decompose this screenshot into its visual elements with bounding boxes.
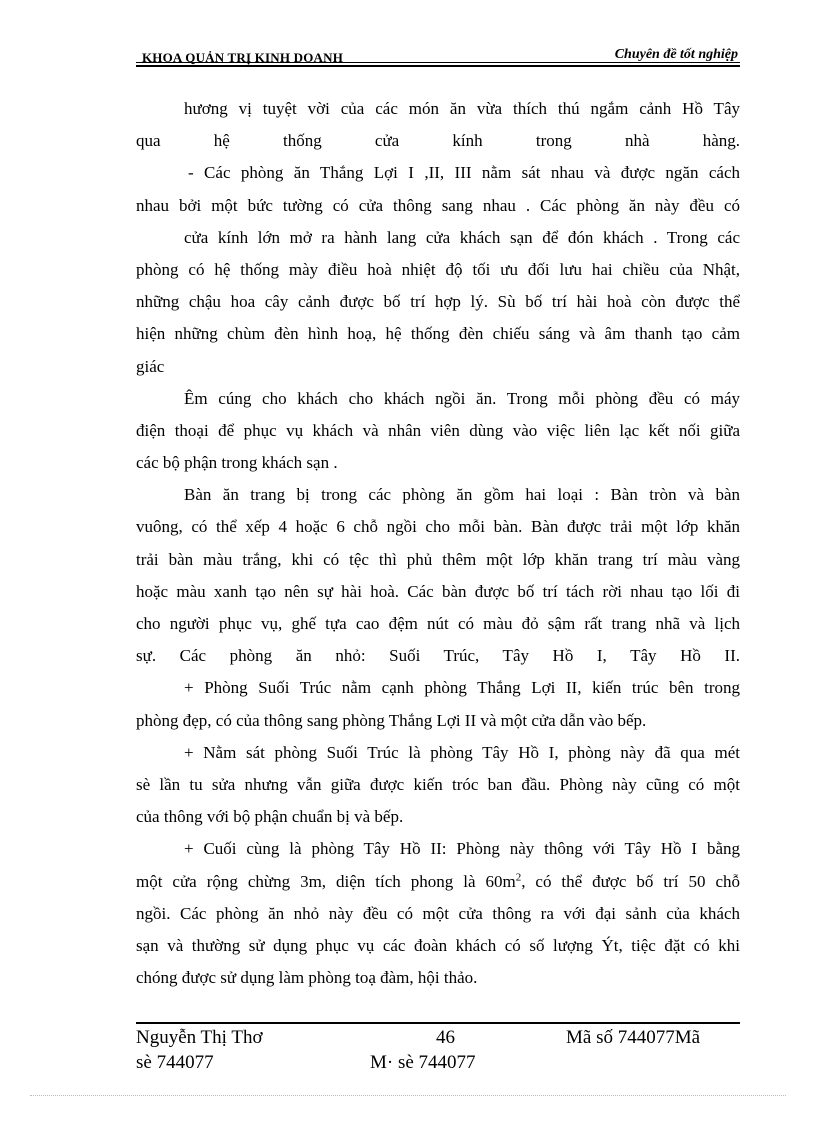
header-faculty: KHOA QUẢN TRỊ KINH DOANH xyxy=(142,50,344,65)
area-text-before: một cửa rộng chừng 3m, diện tích phong là 60m xyxy=(136,871,516,891)
text-line: cho người phục vụ, ghế tựa cao đệm nút có màu đỏ sậm rất trang nhã và lịch xyxy=(136,614,740,633)
footer-page xyxy=(370,1025,476,1075)
text-line: phòng đẹp, có của thông sang phòng Thắng Lợi II và một cửa dẫn vào bếp. xyxy=(136,710,647,730)
text-line: Êm cúng cho khách cho khách ngồi ăn. Trong mỗi phòng đều có máy xyxy=(184,388,740,408)
text-line: những chậu hoa cây cảnh được bố trí hợp lý. Sù bố trí hài hoà còn được thể xyxy=(136,292,740,312)
page-footer xyxy=(136,1025,740,1075)
page-number: 46 xyxy=(436,1027,455,1048)
text-line: + Phòng Suối Trúc nằm cạnh phòng Thắng Lợi II, kiến trúc bên trong xyxy=(184,678,740,698)
text-line: chóng được sử dụng làm phòng toạ đàm, hội thảo. xyxy=(136,968,478,988)
text-line: - Các phòng ăn Thắng Lợi I ,II, III nằm sát nhau và được ngăn cách xyxy=(188,163,740,183)
footer-rule xyxy=(136,1022,740,1024)
footer-author xyxy=(136,1025,263,1075)
text-line: + Nằm sát phòng Suối Trúc là phòng Tây Hồ I, phòng này đã qua mét xyxy=(184,742,740,762)
footer-author-name: Nguyễn Thị Thơ xyxy=(136,1027,263,1048)
page-bottom-dotted-line xyxy=(30,1095,786,1096)
text-line: nhau bởi một bức tường có cửa thông sang nhau . Các phòng ăn này đều có xyxy=(136,195,740,215)
footer-author-id: sè 744077 xyxy=(136,1052,214,1073)
page-header xyxy=(136,44,740,70)
header-rule xyxy=(136,62,740,63)
text-line: trải bàn màu trắng, khi có tệc thì phủ thêm một lớp khăn trang trí màu vàng xyxy=(136,549,740,569)
area-text-after: , có thể được bố trí 50 chỗ xyxy=(521,871,740,891)
text-line: giác xyxy=(136,356,165,376)
text-line: vuông, có thể xếp 4 hoặc 6 chỗ ngồi cho mỗi bàn. Bàn được trải một lớp khăn xyxy=(136,517,740,537)
text-line: + Cuối cùng là phòng Tây Hồ II: Phòng này thông với Tây Hồ I bằng xyxy=(184,839,740,859)
text-line: của thông với bộ phận chuẩn bị và bếp. xyxy=(136,807,404,827)
text-line: hoặc màu xanh tạo nên sự hài hoà. Các bàn được bố trí tách rời nhau tạo lối đi xyxy=(136,581,740,601)
text-line: điện thoại để phục vụ khách và nhân viên dùng vào việc liên lạc kết nối giữa xyxy=(136,420,740,440)
text-line: sạn và thường sử dụng phục vụ các đoàn khách có số lượng Ýt, tiệc đặt có khi xyxy=(136,935,740,955)
text-line: qua hệ thống cửa kính trong nhà hàng. xyxy=(136,131,740,151)
header-doc-type: Chuyên đề tốt nghiệp xyxy=(614,47,738,62)
text-line: cửa kính lớn mở ra hành lang cửa khách sạn để đón khách . Trong các xyxy=(184,227,740,247)
text-line-area xyxy=(136,866,740,898)
text-line: hương vị tuyệt vời của các món ăn vừa thích thú ngắm cảnh Hồ Tây xyxy=(184,99,740,118)
body-text xyxy=(136,93,740,994)
area-superscript: 2 xyxy=(515,870,522,883)
text-line: sự. Các phòng ăn nhỏ: Suối Trúc, Tây Hồ I, Tây Hồ II. xyxy=(136,646,740,666)
text-line: các bộ phận trong khách sạn . xyxy=(136,453,338,473)
text-line: Bàn ăn trang bị trong các phòng ăn gồm hai loại : Bàn tròn và bàn xyxy=(184,485,740,505)
footer-code: M· sè 744077 xyxy=(370,1052,476,1073)
header-rule-thick xyxy=(136,65,740,67)
text-line: ngồi. Các phòng ăn nhỏ này đều có một cửa thông ra với đại sảnh của khách xyxy=(136,903,740,923)
text-line: phòng có hệ thống mày điều hoà nhiệt độ tối ưu đối lưu hai chiều của Nhật, xyxy=(136,259,740,279)
footer-student-code: Mã số 744077Mã xyxy=(566,1027,701,1048)
text-line: sè lần tu sửa nhưng vẫn giữa được kiến tróc ban đầu. Phòng này cũng có một xyxy=(136,774,740,794)
text-line: hiện những chùm đèn hình hoạ, hệ thống đèn chiếu sáng và âm thanh tạo cảm xyxy=(136,324,740,344)
